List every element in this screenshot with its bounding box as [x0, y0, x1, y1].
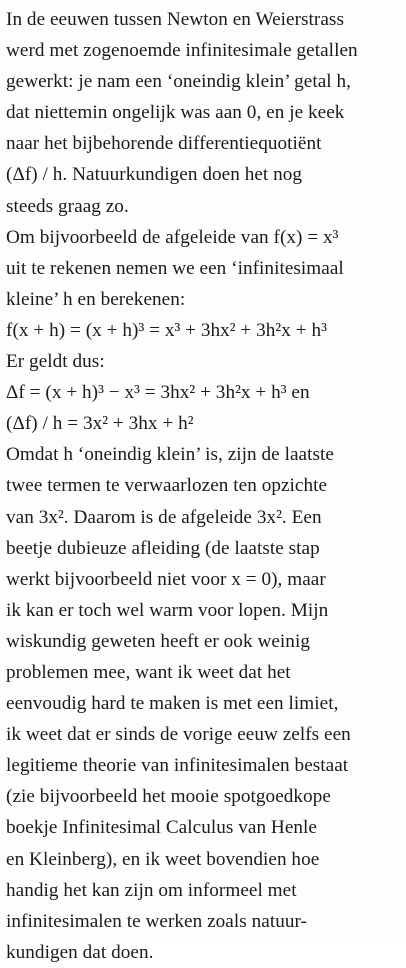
text-line: en Kleinberg), en ik weet bovendien hoe: [6, 848, 320, 870]
text-line: kleine’ h en berekenen:: [6, 288, 186, 310]
text-line: In de eeuwen tussen Newton en Weierstrass: [6, 9, 344, 30]
text-line: werkt bijvoorbeeld niet voor x = 0), maar: [6, 568, 326, 590]
text-line: boekje Infinitesimal Calculus van Henle: [6, 817, 317, 839]
text-line: beetje dubieuze afleiding (de laatste stap: [6, 537, 320, 559]
text-line: gewerkt: je nam een ‘oneindig klein’ getal h,: [6, 71, 352, 93]
text-line: legitieme theorie van infinitesimalen bestaat: [6, 755, 349, 777]
formula-line: (Δf) / h = 3x² + 3hx + h²: [6, 413, 194, 435]
text-line: werd met zogenoemde infinitesimale getallen: [6, 40, 358, 62]
body-text: [6, 4, 404, 968]
formula-line: Om bijvoorbeeld de afgeleide van f(x) = x³: [6, 226, 339, 248]
text-line: (zie bijvoorbeeld het mooie spotgoedkope: [6, 786, 331, 808]
text-line: eenvoudig hard te maken is met een limiet,: [6, 693, 339, 715]
formula-line: (Δf) / h. Natuurkundigen doen het nog: [6, 164, 303, 186]
text-line: wiskundig geweten heeft er ook weinig: [6, 630, 310, 652]
text-line: dat niettemin ongelijk was aan 0, en je keek: [6, 102, 345, 124]
text-line: uit te rekenen nemen we een ‘infinitesimaal: [6, 257, 344, 279]
text-line: Omdat h ‘oneindig klein’ is, zijn de laatste: [6, 444, 334, 466]
text-line: steeds graag zo.: [6, 195, 129, 217]
formula-line: f(x + h) = (x + h)³ = x³ + 3hx² + 3h²x + h³: [6, 319, 327, 341]
text-line: Er geldt dus:: [6, 351, 105, 373]
text-line: naar het bijbehorende differentiequotiënt: [6, 133, 322, 155]
text-line: ik kan er toch wel warm voor lopen. Mijn: [6, 599, 329, 621]
text-line: twee termen te verwaarlozen ten opzichte: [6, 475, 328, 497]
text-line: van 3x². Daarom is de afgeleide 3x². Een: [6, 506, 322, 528]
text-line: infinitesimalen te werken zoals natuur-: [6, 910, 307, 932]
text-line: handig het kan zijn om informeel met: [6, 879, 297, 901]
text-line: kundigen dat doen.: [6, 941, 154, 963]
formula-line: Δf = (x + h)³ − x³ = 3hx² + 3h²x + h³ en: [6, 382, 310, 404]
text-line: problemen mee, want ik weet dat het: [6, 661, 291, 683]
text-line: ik weet dat er sinds de vorige eeuw zelfs een: [6, 724, 351, 746]
